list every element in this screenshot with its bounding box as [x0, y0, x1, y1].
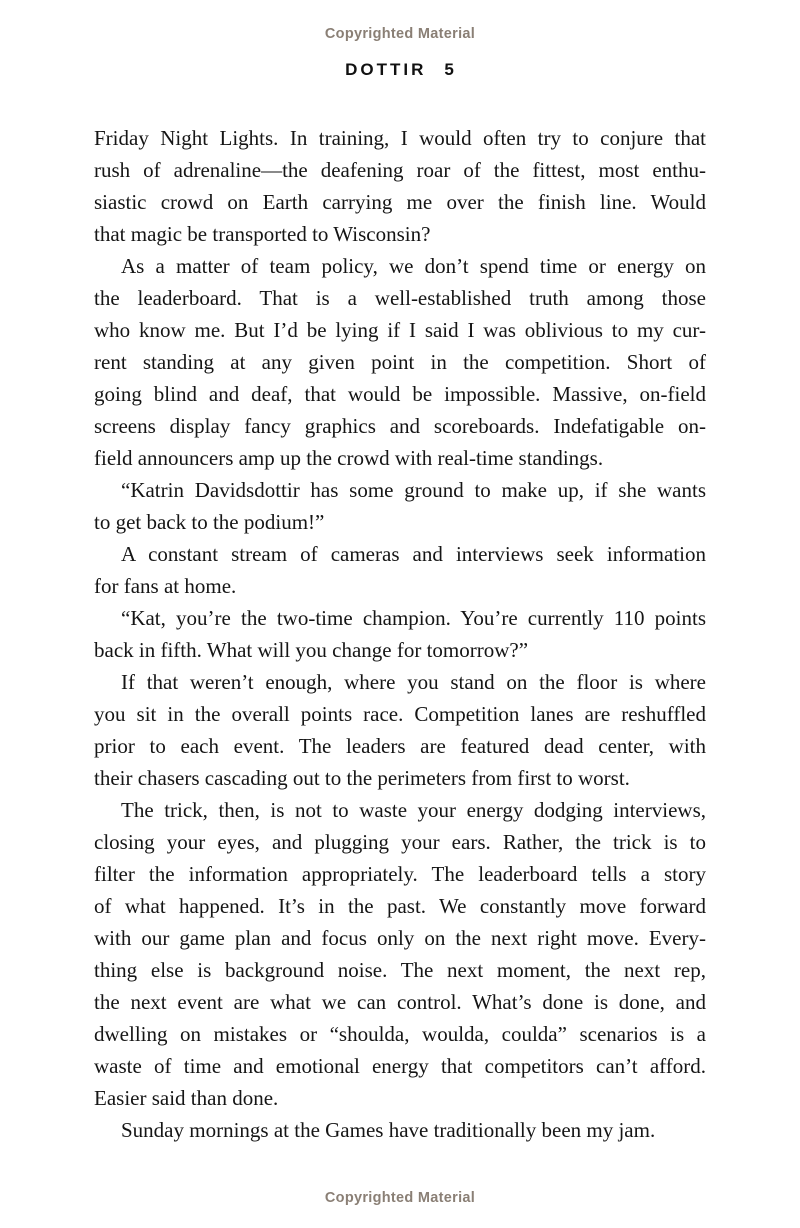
- text-line: that magic be transported to Wisconsin?: [94, 222, 431, 246]
- text-line: to get back to the podium!”: [94, 510, 325, 534]
- text-line: going blind and deaf, that would be impossible. Massive, on-field: [94, 382, 706, 406]
- text-line: thing else is background noise. The next moment, the next rep,: [94, 958, 706, 982]
- paragraph: [94, 474, 706, 538]
- paragraph: [94, 250, 706, 474]
- text-line: rush of adrenaline—the deafening roar of the fittest, most enthu-: [94, 158, 706, 182]
- text-line: with our game plan and focus only on the next right move. Every-: [94, 926, 706, 950]
- text-line: closing your eyes, and plugging your ears. Rather, the trick is to: [94, 830, 706, 854]
- paragraph: [94, 122, 706, 250]
- text-line: rent standing at any given point in the competition. Short of: [94, 350, 706, 374]
- paragraph: [94, 1114, 706, 1146]
- text-line: siastic crowd on Earth carrying me over the finish line. Would: [94, 190, 706, 214]
- text-line: Friday Night Lights. In training, I would often try to conjure that: [94, 126, 706, 150]
- text-line: the leaderboard. That is a well-established truth among those: [94, 286, 706, 310]
- text-line: “Katrin Davidsdottir has some ground to make up, if she wants: [121, 478, 706, 502]
- text-line: prior to each event. The leaders are featured dead center, with: [94, 734, 706, 758]
- text-line: The trick, then, is not to waste your energy dodging interviews,: [121, 798, 706, 822]
- page-number: 5: [444, 60, 455, 79]
- text-line: If that weren’t enough, where you stand on the floor is where: [121, 670, 706, 694]
- paragraph: [94, 794, 706, 1114]
- text-line: A constant stream of cameras and interviews seek information: [121, 542, 706, 566]
- text-line: for fans at home.: [94, 574, 237, 598]
- paragraph: [94, 602, 706, 666]
- copyright-notice-top: Copyrighted Material: [324, 26, 476, 42]
- page-header: [0, 60, 800, 80]
- text-line: As a matter of team policy, we don’t spend time or energy on: [121, 254, 706, 278]
- text-line: “Kat, you’re the two-time champion. You’re currently 110 points: [121, 606, 706, 630]
- copyright-notice-bottom: Copyrighted Material: [324, 1190, 476, 1206]
- text-line: waste of time and emotional energy that competitors can’t afford.: [94, 1054, 706, 1078]
- text-line: dwelling on mistakes or “shoulda, woulda, coulda” scenarios is a: [94, 1022, 706, 1046]
- text-line: Easier said than done.: [94, 1086, 279, 1110]
- text-line: you sit in the overall points race. Competition lanes are reshuffled: [94, 702, 706, 726]
- page-body: [94, 122, 706, 1146]
- paragraph: [94, 538, 706, 602]
- text-line: Sunday mornings at the Games have traditionally been my jam.: [121, 1118, 656, 1142]
- text-line: back in fifth. What will you change for tomorrow?”: [94, 638, 529, 662]
- book-title: DOTTIR: [345, 60, 427, 79]
- text-line: screens display fancy graphics and scoreboards. Indefatigable on-: [94, 414, 706, 438]
- text-line: who know me. But I’d be lying if I said I was oblivious to my cur-: [94, 318, 706, 342]
- text-line: their chasers cascading out to the perimeters from first to worst.: [94, 766, 630, 790]
- text-line: field announcers amp up the crowd with real-time standings.: [94, 446, 604, 470]
- text-line: filter the information appropriately. The leaderboard tells a story: [94, 862, 706, 886]
- text-line: the next event are what we can control. What’s done is done, and: [94, 990, 706, 1014]
- text-line: of what happened. It’s in the past. We constantly move forward: [94, 894, 706, 918]
- paragraph: [94, 666, 706, 794]
